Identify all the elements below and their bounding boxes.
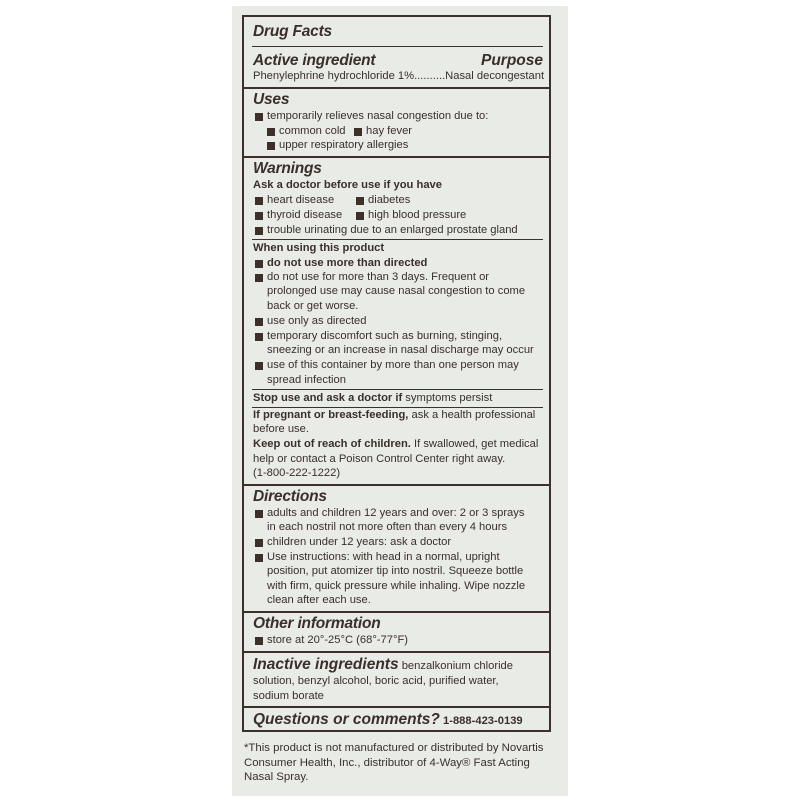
stop-use-line — [253, 392, 492, 405]
directions-heading: Directions — [253, 488, 327, 505]
directions-line: adults and children 12 years and over: 2 or 3 sprays — [267, 507, 525, 519]
keep-out-bold: Keep out of reach of children. — [253, 438, 411, 450]
bullet-icon — [255, 197, 263, 205]
directions-line: Use instructions: with head in a normal, upright — [267, 551, 500, 563]
bullet-icon — [255, 637, 263, 645]
directions-line: with firm, quick pressure while inhaling. Wipe nozzle — [267, 580, 526, 592]
inactive-ingredients-text: benzalkonium chloride — [401, 660, 514, 672]
directions-line: position, put atomizer tip into nostril. Squeeze bottle — [267, 565, 524, 577]
bullet-icon — [267, 142, 275, 150]
other-information-heading: Other information — [253, 615, 381, 632]
when-using-item: sneezing or an increase in nasal discharge may occur — [267, 344, 534, 356]
when-using-item: do not use for more than 3 days. Frequent or — [267, 271, 490, 283]
footnote-line-2: Consumer Health, Inc., distributor of 4-Way® Fast Acting — [244, 757, 530, 769]
bullet-icon — [255, 362, 263, 370]
when-using-item: back or get worse. — [267, 300, 359, 312]
uses-item: common cold — [279, 125, 346, 137]
pregnant-rest: ask a health professional — [408, 409, 536, 421]
bullet-icon — [255, 227, 263, 235]
uses-intro: temporarily relieves nasal congestion due to: — [267, 110, 489, 122]
condition-item: diabetes — [368, 194, 411, 206]
when-using-item: do not use more than directed — [267, 257, 428, 269]
poison-control-phone: (1-800-222-1222) — [253, 467, 341, 479]
section-divider — [244, 611, 549, 613]
condition-item: trouble urinating due to an enlarged prostate gland — [267, 224, 518, 236]
section-divider — [244, 484, 549, 486]
active-ingredient-line: Phenylephrine hydrochloride 1%..........Nasal decongestant — [253, 70, 545, 82]
keep-out-line — [253, 438, 538, 451]
ask-doctor-heading: Ask a doctor before use if you have — [253, 179, 442, 191]
uses-heading: Uses — [253, 91, 290, 108]
inactive-ingredients-heading: Inactive ingredients — [253, 656, 399, 673]
divider — [252, 46, 543, 47]
footnote-line-1: *This product is not manufactured or distributed by Novartis — [244, 742, 544, 754]
questions-phone: 1-888-423-0139 — [443, 715, 523, 727]
when-using-item: temporary discomfort such as burning, stinging, — [267, 330, 503, 342]
when-using-heading: When using this product — [253, 242, 385, 254]
pregnant-line-2: before use. — [253, 423, 309, 435]
drug-facts-title: Drug Facts — [253, 23, 332, 40]
drug-facts-panel — [242, 15, 551, 732]
when-using-item: use of this container by more than one person may — [267, 359, 519, 371]
divider — [252, 389, 543, 390]
footnote-line-3: Nasal Spray. — [244, 771, 309, 783]
when-using-item: prolonged use may cause nasal congestion to come — [267, 285, 526, 297]
bullet-icon — [255, 260, 263, 268]
bullet-icon — [255, 274, 263, 282]
bullet-icon — [356, 212, 364, 220]
bullet-icon — [255, 539, 263, 547]
inactive-line-3: sodium borate — [253, 690, 324, 702]
pregnant-bold: If pregnant or breast-feeding, — [253, 409, 409, 421]
divider — [252, 239, 543, 240]
purpose-heading: Purpose — [480, 52, 543, 69]
inactive-line-2: solution, benzyl alcohol, boric acid, purified water, — [253, 675, 499, 687]
keep-out-line-2: help or contact a Poison Control Center right away. — [253, 453, 506, 465]
directions-line: clean after each use. — [267, 594, 371, 606]
warnings-heading: Warnings — [253, 160, 322, 177]
condition-item: thyroid disease — [267, 209, 343, 221]
bullet-icon — [255, 510, 263, 518]
condition-item: heart disease — [267, 194, 335, 206]
bullet-icon — [356, 197, 364, 205]
directions-line: in each nostril not more often than every 4 hours — [267, 521, 508, 533]
section-divider — [244, 651, 549, 653]
bullet-icon — [255, 113, 263, 121]
uses-item: upper respiratory allergies — [279, 139, 409, 151]
bullet-icon — [255, 554, 263, 562]
questions-line — [253, 711, 523, 730]
stop-use-rest: symptoms persist — [402, 392, 493, 404]
section-divider — [244, 87, 549, 89]
uses-item: hay fever — [366, 125, 413, 137]
active-ingredient-heading: Active ingredient — [253, 52, 376, 69]
bullet-icon — [267, 128, 275, 136]
condition-item: high blood pressure — [368, 209, 467, 221]
divider — [252, 407, 543, 408]
questions-heading: Questions or comments? — [253, 711, 440, 728]
bullet-icon — [354, 128, 362, 136]
when-using-item: spread infection — [267, 374, 346, 386]
when-using-item: use only as directed — [267, 315, 367, 327]
inactive-line-1 — [253, 656, 513, 675]
stop-use-bold: Stop use and ask a doctor if — [253, 392, 403, 404]
section-divider — [244, 156, 549, 158]
section-divider — [244, 706, 549, 708]
keep-out-rest: If swallowed, get medical — [410, 438, 539, 450]
pregnant-line — [253, 409, 535, 422]
bullet-icon — [255, 333, 263, 341]
bullet-icon — [255, 212, 263, 220]
directions-line: children under 12 years: ask a doctor — [267, 536, 452, 548]
storage-temperature: store at 20°-25°C (68°-77°F) — [267, 634, 409, 646]
bullet-icon — [255, 318, 263, 326]
